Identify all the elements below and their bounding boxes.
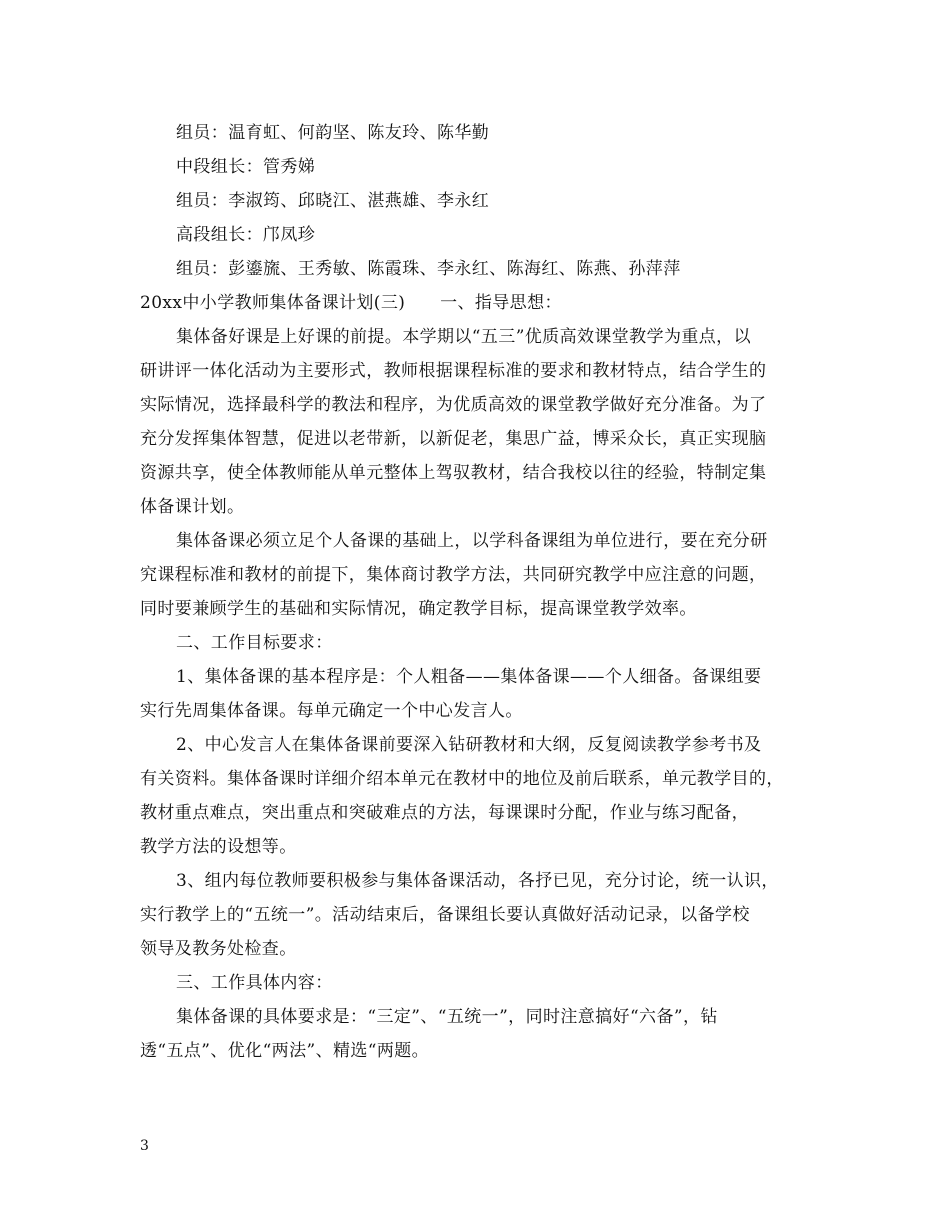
text-line: 体备课计划。 <box>140 497 245 517</box>
text-line: 1、集体备课的基本程序是：个人粗备——集体备课——个人细备。备课组要 <box>176 667 762 687</box>
text-line: 实行先周集体备课。每单元确定一个中心发言人。 <box>140 701 523 721</box>
text-line: 充分发挥集体智慧，促进以老带新，以新促老，集思广益，博采众长，真正实现脑 <box>140 429 767 449</box>
text-line: 研讲评一体化活动为主要形式，教师根据课程标准的要求和教材特点，结合学生的 <box>140 361 767 381</box>
text-line: 组员：彭鎏旒、王秀敏、陈霞珠、李永红、陈海红、陈燕、孙萍萍 <box>176 259 681 279</box>
text-line: 3、组内每位教师要积极参与集体备课活动，各抒已见，充分讨论，统一认识， <box>176 871 779 891</box>
text-line: 二、工作目标要求： <box>176 633 333 653</box>
page-number: 3 <box>140 1138 149 1154</box>
text-line: 集体备课必须立足个人备课的基础上，以学科备课组为单位进行，要在充分研 <box>176 531 768 551</box>
text-line: 同时要兼顾学生的基础和实际情况，确定教学目标，提高课堂教学效率。 <box>140 599 697 619</box>
document-body <box>140 116 820 1068</box>
text-line: 集体备课的具体要求是：“三定”、“五统一”，同时注意搞好“六备”，钻 <box>176 1007 718 1027</box>
text-line: 三、工作具体内容： <box>176 973 333 993</box>
text-line: 教材重点难点，突出重点和突破难点的方法，每课课时分配，作业与练习配备， <box>140 803 749 823</box>
text-line: 中段组长：管秀娣 <box>176 157 316 177</box>
text-line: 高段组长：邝凤珍 <box>176 225 316 245</box>
text-line: 20xx中小学教师集体备课计划(三) 一、指导思想： <box>140 293 562 313</box>
text-line: 透“五点”、优化“两法”、精选“两题。 <box>140 1041 430 1061</box>
text-line: 集体备好课是上好课的前提。本学期以“五三”优质高效课堂教学为重点，以 <box>176 327 751 347</box>
text-line: 教学方法的设想等。 <box>140 837 297 857</box>
text-line: 实行教学上的“五统一”。活动结束后，备课组长要认真做好活动记录，以备学校 <box>140 905 750 925</box>
text-line: 领导及教务处检查。 <box>140 939 297 959</box>
text-line: 究课程标准和教材的前提下，集体商讨教学方法，共同研究教学中应注意的问题， <box>140 565 767 585</box>
text-line: 组员：温育虹、何韵坚、陈友玲、陈华勤 <box>176 123 490 143</box>
text-line: 资源共享，使全体教师能从单元整体上驾驭教材，结合我校以往的经验，特制定集 <box>140 463 767 483</box>
text-line: 2、中心发言人在集体备课前要深入钻研教材和大纲，反复阅读教学参考书及 <box>176 735 762 755</box>
text-line: 组员：李淑筠、邱晓江、湛燕雄、李永红 <box>176 191 490 211</box>
text-line: 实际情况，选择最科学的教法和程序，为优质高效的课堂教学做好充分准备。为了 <box>140 395 767 415</box>
text-line: 有关资料。集体备课时详细介绍本单元在教材中的地位及前后联系，单元教学目的， <box>140 769 784 789</box>
